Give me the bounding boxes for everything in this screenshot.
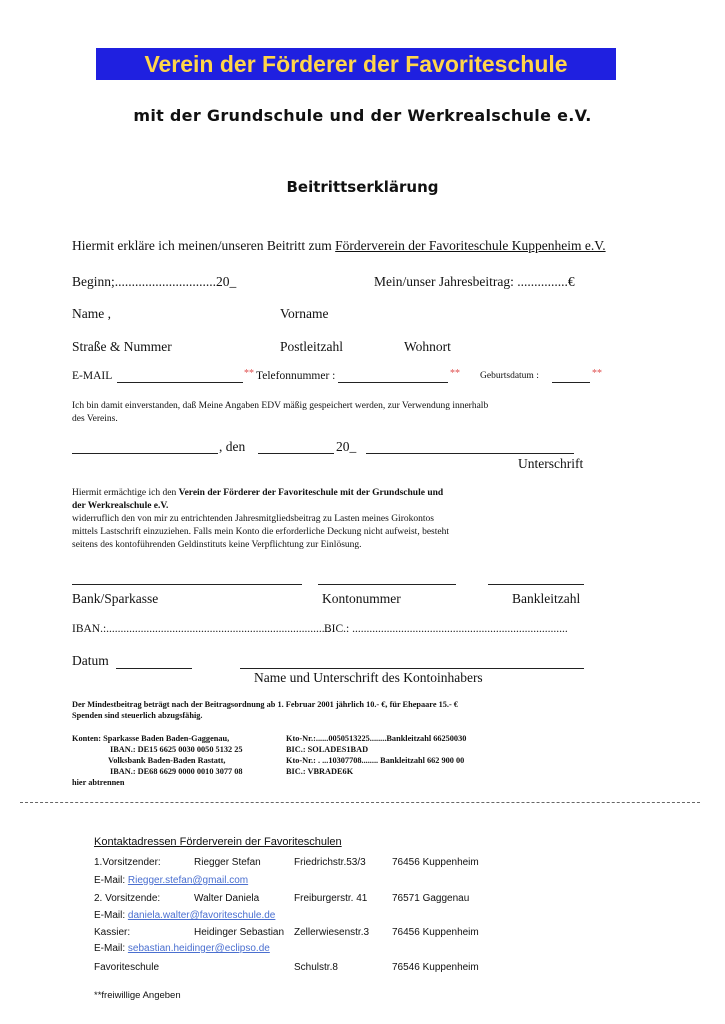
jahresbeitrag-field[interactable]: Mein/unser Jahresbeitrag: ...............€ [374, 274, 575, 289]
telefon-label: Telefonnummer : [256, 370, 336, 382]
email-label: E-MAIL [72, 370, 113, 382]
blz-input-line[interactable] [488, 584, 584, 585]
mandate-line-1 [72, 488, 443, 498]
intro-org: Förderverein der Favoriteschule Kuppenheim e.V. [335, 238, 606, 253]
cut-here-label: hier abtrennen [72, 778, 125, 787]
contact-1-email-link[interactable]: Riegger.stefan@gmail.com [127, 875, 249, 886]
document-subtitle: mit der Grundschule und der Werkrealschule e.V. [133, 106, 592, 125]
bank-label: Bank/Sparkasse [72, 591, 159, 606]
beginn-field[interactable]: Beginn;..............................20_ [72, 274, 237, 289]
contact-3-street: Zellerwiesenstr.3 [294, 927, 370, 938]
consent-line-2: des Vereins. [72, 414, 118, 424]
wohnort-label: Wohnort [404, 339, 451, 354]
contact-3-email-link[interactable]: sebastian.heidinger@eclipso.de [127, 943, 270, 954]
signature-input-line[interactable] [366, 453, 574, 454]
telefon-input-line[interactable] [338, 382, 448, 383]
footnote: **freiwillige Angeben [94, 990, 181, 1001]
contact-1-role: 1.Vorsitzender: [94, 857, 161, 868]
fees-line-2: Spenden sind steuerlich abzugsfähig. [72, 711, 203, 720]
account-2-iban: IBAN.: DE68 6629 0000 0010 3077 08 [110, 767, 243, 776]
contact-2-city: 76571 Gaggenau [392, 893, 470, 904]
name-label: Name , [72, 306, 111, 321]
contact-4-city: 76546 Kuppenheim [392, 962, 479, 973]
account-1-iban: IBAN.: DE15 6625 0030 0050 5132 25 [110, 745, 243, 754]
intro-prefix: Hiermit erkläre ich meinen/unseren Beitritt zum [72, 238, 336, 253]
contact-4-street: Schulstr.8 [294, 962, 338, 973]
telefon-optional-marker: ** [450, 368, 460, 379]
contact-2-role: 2. Vorsitzende: [94, 893, 161, 904]
form-heading: Beitrittserklärung [286, 178, 439, 196]
contacts-title: Kontaktadressen Förderverein der Favoriteschulen [94, 836, 342, 848]
kontoinhaber-input-line[interactable] [240, 668, 584, 669]
intro-text [72, 238, 606, 254]
year-label: 20_ [336, 439, 357, 454]
contact-2-email-link[interactable]: daniela.walter@favoriteschule.de [127, 910, 276, 921]
contact-2-email [94, 910, 275, 921]
mandate-org-2: der Werkrealschule e.V. [72, 501, 169, 511]
datum-input-line[interactable] [116, 668, 192, 669]
contact-3-city: 76456 Kuppenheim [392, 927, 479, 938]
date-input-line[interactable] [258, 453, 334, 454]
geburtsdatum-optional-marker: ** [592, 368, 602, 379]
place-input-line[interactable] [72, 453, 218, 454]
email-input-line[interactable] [117, 382, 243, 383]
mandate-line-3: widerruflich den von mir zu entrichtenden Jahresmitgliedsbeitrag zu Lasten meines Girokontos [72, 514, 434, 524]
document-title: Verein der Förderer der Favoriteschule [96, 48, 616, 80]
mandate-line-4: mittels Lastschrift einzuziehen. Falls mein Konto die erforderliche Deckung nicht aufweist, besteht [72, 527, 449, 537]
bank-input-line[interactable] [72, 584, 302, 585]
datum-label: Datum [72, 653, 109, 668]
kontoinhaber-label: Name und Unterschrift des Kontoinhabers [254, 670, 483, 685]
account-2-number: Kto-Nr.: . ...10307708........ Bankleitzahl 662 900 00 [286, 756, 465, 765]
contact-3-email-label: E-Mail: [94, 943, 126, 954]
den-label: , den [219, 439, 246, 454]
blz-label: Bankleitzahl [512, 591, 581, 606]
konto-label: Kontonummer [322, 591, 401, 606]
mandate-org-1: Verein der Förderer der Favoriteschule mit der Grundschule und [178, 488, 444, 498]
signature-label: Unterschrift [518, 456, 584, 471]
account-2-bank: Volksbank Baden-Baden Rastatt, [108, 756, 226, 765]
account-1-bank: Konten: Sparkasse Baden Baden-Gaggenau, [72, 734, 230, 743]
mandate-prefix: Hiermit ermächtige ich den [72, 488, 179, 498]
contact-3-email [94, 943, 270, 954]
geburtsdatum-input-line[interactable] [552, 382, 590, 383]
account-1-bic: BIC.: SOLADES1BAD [286, 745, 369, 754]
contact-1-name: Riegger Stefan [194, 857, 261, 868]
account-2-bic: BIC.: VBRADE6K [286, 767, 354, 776]
fees-line-1: Der Mindestbeitrag beträgt nach der Beitragsordnung ab 1. Februar 2001 jährlich 10.- €, für Ehepaare 15.- € [72, 700, 458, 709]
strasse-label: Straße & Nummer [72, 339, 172, 354]
iban-field[interactable]: IBAN.:.............................................................................. [72, 623, 331, 635]
contact-1-email-label: E-Mail: [94, 875, 126, 886]
contact-4-role: Favoriteschule [94, 962, 160, 973]
plz-label: Postleitzahl [280, 339, 343, 354]
contact-3-name: Heidinger Sebastian [194, 927, 285, 938]
vorname-label: Vorname [280, 306, 329, 321]
contact-2-email-label: E-Mail: [94, 910, 126, 921]
contact-3-role: Kassier: [94, 927, 131, 938]
geburtsdatum-label: Geburtsdatum : [480, 371, 539, 381]
bic-field[interactable]: BIC.: ........................................................................... [324, 623, 568, 635]
contact-1-city: 76456 Kuppenheim [392, 857, 479, 868]
contact-1-email [94, 875, 248, 886]
contact-1-street: Friedrichstr.53/3 [294, 857, 366, 868]
contact-2-name: Walter Daniela [194, 893, 260, 904]
consent-line-1: Ich bin damit einverstanden, daß Meine Angaben EDV mäßig gespeichert werden, zur Verwendung innerhalb [72, 401, 489, 411]
mandate-line-5: seitens des kontoführenden Geldinstituts keine Verpflichtung zur Einlösung. [72, 540, 362, 550]
konto-input-line[interactable] [318, 584, 456, 585]
email-optional-marker: ** [244, 368, 254, 379]
cut-line [20, 802, 700, 803]
account-1-number: Kto-Nr.:......0050513225........Bankleitzahl 66250030 [286, 734, 467, 743]
contact-2-street: Freiburgerstr. 41 [294, 893, 368, 904]
